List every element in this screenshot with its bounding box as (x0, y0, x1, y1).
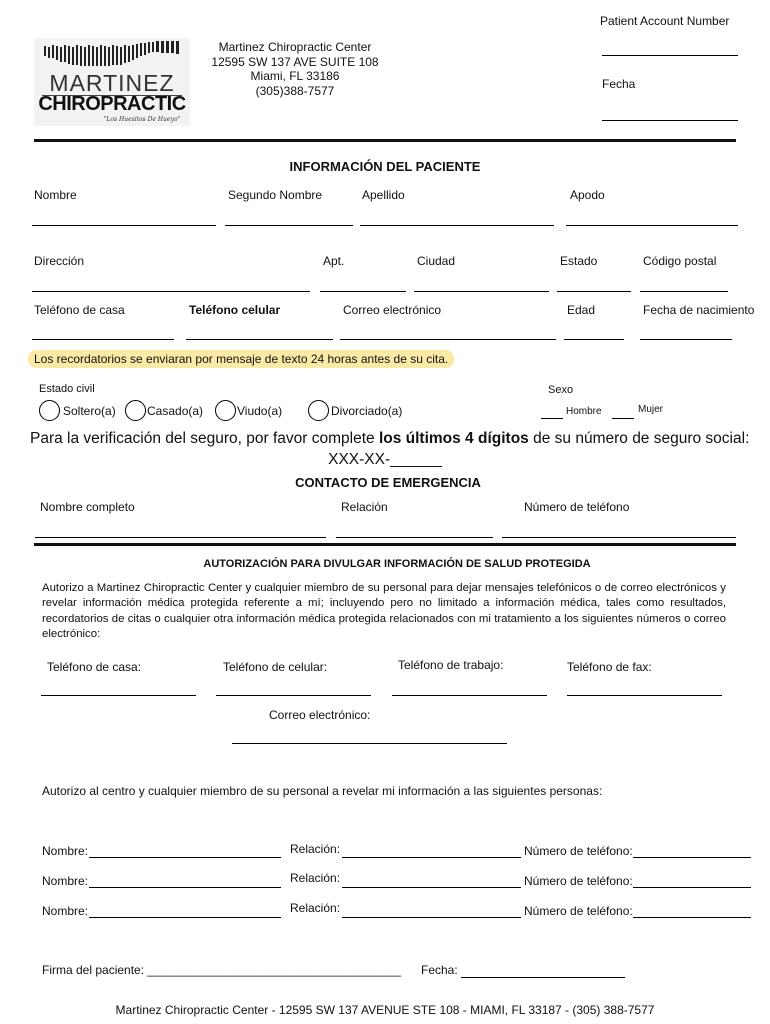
emergency-phone-label: Número de teléfono (524, 500, 630, 514)
person3-phone-field[interactable] (633, 917, 751, 918)
logo-tagline: "Los Huesitos De Hueyo" (103, 116, 181, 123)
address-label: Dirección (34, 254, 85, 268)
first-name-field[interactable] (32, 225, 216, 226)
logo-line-chiropractic: CHIROPRACTIC (38, 93, 186, 115)
logo-line-martinez: MARTINEZ (49, 70, 175, 96)
signature-date-field[interactable] (461, 977, 625, 978)
auth-fax-field[interactable] (567, 695, 722, 696)
marital-status-label: Estado civil (39, 383, 95, 395)
emergency-section-title: CONTACTO DE EMERGENCIA (295, 475, 481, 490)
sex-label: Sexo (548, 384, 574, 396)
date-label: Fecha (602, 77, 636, 91)
clinic-phone: (305)388-7577 (255, 83, 335, 98)
person2-phone-field[interactable] (633, 887, 751, 888)
reminder-notice (28, 352, 454, 366)
male-label: Hombre (566, 406, 602, 417)
cell-phone-label: Teléfono celular (189, 303, 281, 317)
emergency-relation-label: Relación (341, 500, 388, 514)
ssn-text-bold: los últimos 4 dígitos (378, 430, 529, 447)
person2-relation-label: Relación: (290, 871, 341, 885)
signature-date-label: Fecha: (421, 963, 458, 977)
auth-email-label: Correo electrónico: (269, 708, 371, 722)
zip-label: Código postal (643, 254, 717, 268)
zip-field[interactable] (640, 291, 728, 292)
person1-relation-field[interactable] (342, 857, 521, 858)
auth-home-phone-field[interactable] (41, 695, 196, 696)
patient-section-title: INFORMACIÓN DEL PACIENTE (289, 159, 481, 174)
nickname-field[interactable] (566, 225, 738, 226)
female-label: Mujer (638, 404, 664, 415)
person3-phone-label: Número de teléfono: (524, 904, 633, 918)
date-field[interactable] (602, 120, 738, 121)
home-phone-label: Teléfono de casa (34, 303, 125, 317)
person1-phone-label: Número de teléfono: (524, 844, 633, 858)
cell-phone-field[interactable] (186, 339, 333, 340)
first-name-label: Nombre (34, 188, 77, 202)
auth-home-phone-label: Teléfono de casa: (47, 660, 142, 674)
birth-date-field[interactable] (640, 339, 732, 340)
age-field[interactable] (564, 339, 624, 340)
authorization-title: AUTORIZACIÓN PARA DIVULGAR INFORMACIÓN DE SALUD PROTEGIDA (203, 558, 591, 570)
emergency-name-field[interactable] (35, 537, 326, 538)
clinic-city: Miami, FL 33186 (250, 69, 340, 83)
state-label: Estado (560, 254, 598, 268)
person1-relation-label: Relación: (290, 842, 341, 856)
middle-name-label: Segundo Nombre (228, 188, 323, 202)
auth-work-phone-field[interactable] (392, 695, 547, 696)
birth-date-label: Fecha de nacimiento (643, 303, 755, 317)
home-phone-field[interactable] (32, 339, 174, 340)
female-field[interactable] (612, 418, 634, 419)
ssn-text-pre: Para la verificación del seguro, por favor complete (30, 430, 379, 447)
single-label: Soltero(a) (63, 404, 116, 418)
person1-phone-field[interactable] (633, 857, 751, 858)
widowed-radio[interactable] (215, 400, 236, 421)
account-number-field[interactable] (602, 55, 738, 56)
widowed-label: Viudo(a) (237, 404, 283, 418)
authorization-paragraph: Autorizo a Martinez Chiropractic Center y cualquier miembro de su personal para dejar mensajes telefónicos o de correo electrónicos y revelar información médica protegida referente a mí; incluyendo pero no limitado a información médica, tales como resultados, recordatorios de citas o cualquier otra información médica protegida relacionados con mi tratamiento a los siguientes números o correo electrónico: (42, 582, 726, 641)
patient-signature-field[interactable]: Firma del paciente: ______________________________________ (42, 963, 401, 977)
last-name-field[interactable] (360, 225, 554, 226)
clinic-name: Martinez Chiropractic Center (218, 40, 372, 54)
reminder-text: Los recordatorios se enviaran por mensaje de texto 24 horas antes de su cita. (28, 350, 454, 368)
auth-email-field[interactable] (232, 743, 507, 744)
age-label: Edad (567, 303, 596, 317)
nickname-label: Apodo (570, 188, 605, 202)
auth-cell-phone-field[interactable] (216, 695, 371, 696)
people-silhouettes-icon (34, 40, 190, 74)
middle-name-field[interactable] (225, 225, 353, 226)
state-field[interactable] (557, 291, 631, 292)
ssn-format-field[interactable]: XXX-XX-______ (328, 451, 442, 468)
email-field[interactable] (340, 339, 556, 340)
divorced-radio[interactable] (308, 400, 329, 421)
email-label: Correo electrónico (343, 303, 442, 317)
apt-label: Apt. (323, 254, 345, 268)
married-label: Casado(a) (147, 404, 204, 418)
clinic-logo (34, 38, 190, 126)
city-label: Ciudad (417, 254, 456, 268)
footer-address: Martinez Chiropractic Center - 12595 SW 137 AVENUE STE 108 - MIAMI, FL 33187 - (305) 388-7577 (115, 1003, 655, 1017)
header-divider (34, 139, 736, 142)
person2-phone-label: Número de teléfono: (524, 874, 633, 888)
account-number-label: Patient Account Number (600, 14, 730, 28)
auth-fax-label: Teléfono de fax: (567, 660, 652, 674)
emergency-name-label: Nombre completo (40, 500, 135, 514)
person2-relation-field[interactable] (342, 887, 521, 888)
person1-name-field[interactable] (89, 857, 281, 858)
auth-cell-phone-label: Teléfono de celular: (223, 660, 328, 674)
persons-intro: Autorizo al centro y cualquier miembro de su personal a revelar mi información a las siguientes personas: (42, 784, 603, 798)
emergency-relation-field[interactable] (336, 537, 493, 538)
city-field[interactable] (414, 291, 549, 292)
person3-relation-label: Relación: (290, 901, 341, 915)
person3-name-label: Nombre: (42, 904, 89, 918)
apt-field[interactable] (320, 291, 406, 292)
person2-name-field[interactable] (89, 887, 281, 888)
clinic-address: 12595 SW 137 AVE SUITE 108 (211, 54, 379, 69)
last-name-label: Apellido (362, 188, 405, 202)
emergency-phone-field[interactable] (502, 537, 736, 538)
divorced-label: Divorciado(a) (331, 404, 403, 418)
clinic-address-block (200, 40, 390, 98)
ssn-instruction (30, 430, 750, 448)
person3-relation-field[interactable] (342, 917, 521, 918)
auth-work-phone-label: Teléfono de trabajo: (398, 658, 504, 672)
emergency-divider (34, 543, 736, 546)
person1-name-label: Nombre: (42, 844, 89, 858)
male-field[interactable] (541, 418, 563, 419)
person3-name-field[interactable] (89, 917, 281, 918)
person2-name-label: Nombre: (42, 874, 89, 888)
single-radio[interactable] (39, 400, 60, 421)
ssn-text-post: de su número de seguro social: (528, 430, 750, 447)
married-radio[interactable] (125, 400, 146, 421)
address-field[interactable] (32, 291, 310, 292)
